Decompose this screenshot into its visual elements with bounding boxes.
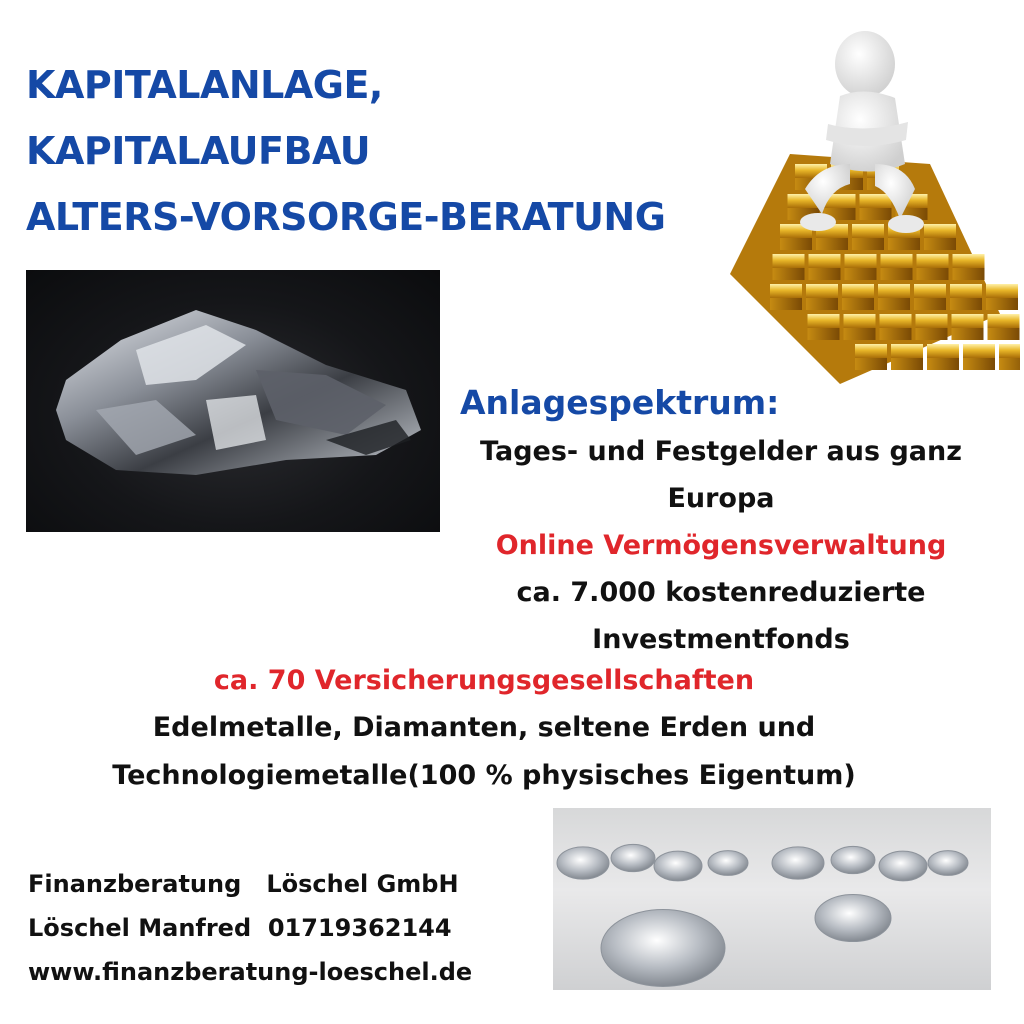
diamond	[772, 847, 824, 879]
gold-bar-side	[988, 328, 1020, 340]
gold-bar-side	[963, 358, 995, 370]
gold-bar-side	[860, 208, 892, 220]
gold-bar	[845, 254, 877, 268]
diamond	[879, 851, 927, 881]
spectrum-line-online: Online Vermögensverwaltung	[495, 530, 947, 561]
gold-bar	[808, 314, 840, 328]
gold-bars-illustration	[700, 14, 1020, 394]
gold-bar	[860, 194, 892, 208]
contact-person-phone: Löschel Manfred 01719362144	[28, 914, 452, 942]
gold-bar	[950, 284, 982, 298]
gold-bar-side	[891, 358, 923, 370]
gold-bar	[916, 314, 948, 328]
diamond	[601, 910, 725, 987]
spectrum-line-investmentfonds-2: Investmentfonds	[592, 624, 850, 655]
gold-bar-side	[780, 238, 812, 250]
spectrum-line-edelmetalle-2: Technologiemetalle(100 % physisches Eigentum)	[112, 760, 856, 791]
gold-bar	[999, 344, 1020, 358]
gold-bar	[773, 254, 805, 268]
gold-bar-side	[842, 298, 874, 310]
gold-bar	[924, 224, 956, 238]
diamonds-illustration	[553, 808, 991, 990]
gold-bar-side	[852, 238, 884, 250]
gold-bar-side	[917, 268, 949, 280]
gold-bar	[986, 284, 1018, 298]
spectrum-line-versicherungen: ca. 70 Versicherungsgesellschaften	[213, 665, 755, 696]
diamond	[708, 851, 748, 876]
gold-bar	[927, 344, 959, 358]
gold-bar	[878, 284, 910, 298]
diamonds-image	[553, 808, 991, 990]
gold-bar	[770, 284, 802, 298]
gold-bar-side	[880, 328, 912, 340]
gold-bar-side	[878, 298, 910, 310]
gold-bar-side	[914, 298, 946, 310]
spectrum-line-tagesgeld: Tages- und Festgelder aus ganz	[480, 436, 962, 467]
gold-bar	[806, 284, 838, 298]
spectrum-line-edelmetalle-1: Edelmetalle, Diamanten, seltene Erden und	[152, 712, 816, 743]
gold-bar-side	[816, 238, 848, 250]
gold-bar	[988, 314, 1020, 328]
diamond	[928, 851, 968, 876]
gold-bar	[881, 254, 913, 268]
gold-bar	[917, 254, 949, 268]
website-link[interactable]: www.finanzberatung-loeschel.de	[28, 958, 473, 986]
gold-bar-side	[845, 268, 877, 280]
diamond	[654, 851, 702, 881]
gold-bar	[842, 284, 874, 298]
metallic-mineral	[26, 270, 440, 532]
spectrum-line-investmentfonds-1: ca. 7.000 kostenreduzierte	[516, 577, 926, 608]
gold-bar-side	[952, 328, 984, 340]
gold-bar	[855, 344, 887, 358]
gold-bar	[914, 284, 946, 298]
gold-bar-side	[950, 298, 982, 310]
gold-bar	[880, 314, 912, 328]
gold-bar-side	[844, 328, 876, 340]
gold-bar-side	[808, 328, 840, 340]
mineral-image	[26, 270, 440, 532]
gold-bar	[844, 314, 876, 328]
gold-bar-side	[953, 268, 985, 280]
gold-bar	[952, 314, 984, 328]
gold-bar-side	[999, 358, 1020, 370]
gold-bar-side	[770, 298, 802, 310]
gold-bar	[963, 344, 995, 358]
gold-bar-side	[888, 238, 920, 250]
gold-bar-side	[881, 268, 913, 280]
gold-bar-side	[986, 298, 1018, 310]
spectrum-title: Anlagespektrum:	[460, 383, 780, 422]
gold-bar-side	[773, 268, 805, 280]
gold-bar-side	[916, 328, 948, 340]
diamond	[611, 844, 655, 871]
gold-bar-side	[855, 358, 887, 370]
headline	[26, 52, 665, 250]
gold-bar	[852, 224, 884, 238]
company-name: Finanzberatung Löschel GmbH	[28, 870, 459, 898]
diamond	[815, 894, 891, 941]
gold-bar-side	[806, 298, 838, 310]
spectrum-line-europa: Europa	[667, 483, 775, 514]
gold-pyramid-image	[700, 14, 1020, 394]
headline-line-3: ALTERS-VORSORGE-BERATUNG	[26, 195, 666, 239]
diamond	[831, 846, 875, 873]
gold-bar-side	[924, 238, 956, 250]
headline-line-1: KAPITALANLAGE,	[26, 63, 383, 107]
gold-bar-side	[809, 268, 841, 280]
gold-bar	[953, 254, 985, 268]
gold-bar-side	[927, 358, 959, 370]
gold-bar	[891, 344, 923, 358]
headline-line-2: KAPITALAUFBAU	[26, 129, 371, 173]
gold-bar	[809, 254, 841, 268]
contact-block	[28, 862, 472, 994]
diamond	[557, 847, 609, 879]
